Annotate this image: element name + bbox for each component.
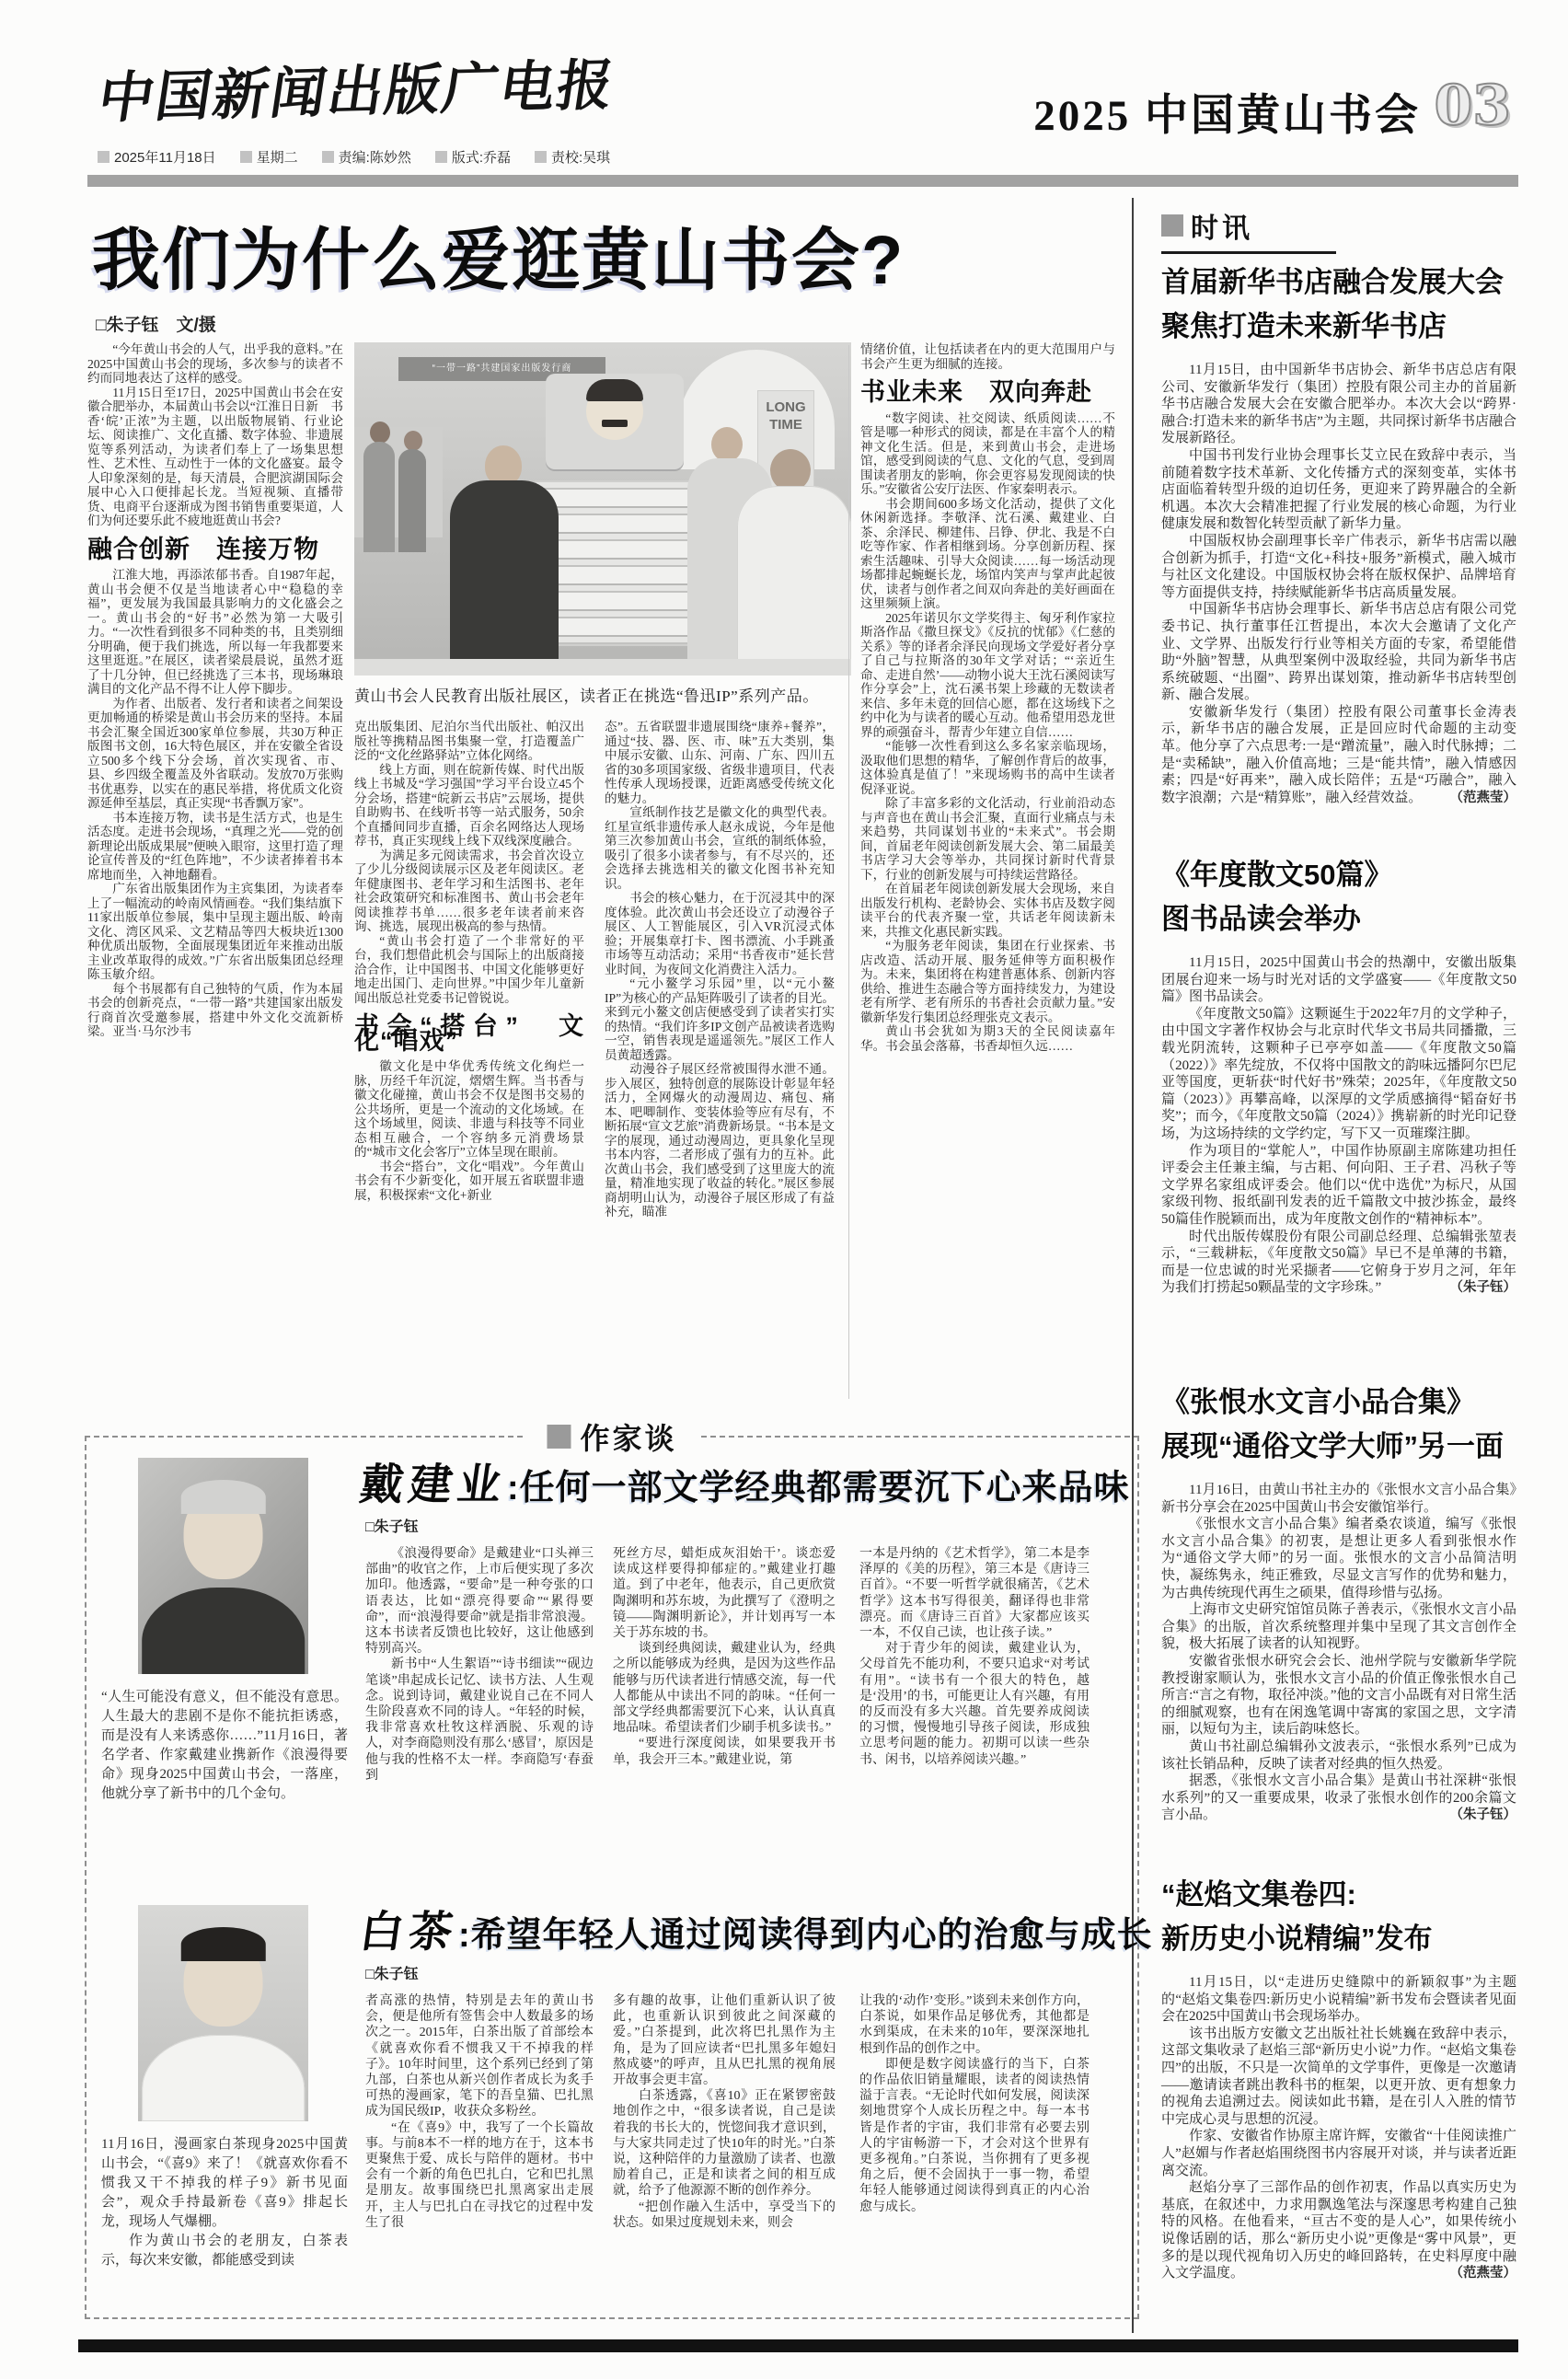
author-signature: （朱子钰）	[1449, 1280, 1516, 1296]
body-paragraph: 宣纸制作技艺是徽文化的典型代表。红星宣纸非遗传承人赵永成说，今年是他第三次参加黄山书会，宣纸的制纸体验，吸引了很多小读者参与，有不尽兴的，还会选择去挑选相关的徽文化图书补充知识。	[605, 805, 835, 891]
body-paragraph: “把创作融入生活中，享受当下的状态。如果过度规划未来，则会	[613, 2200, 836, 2230]
dateline-text: 2025年11月18日	[114, 149, 216, 166]
body-paragraph: 白茶透露，《喜10》正在紧锣密鼓地创作之中，“很多读者说，自己是读着我的书长大的，恍惚间我才意识到，与大家共同走过了快10年的时光。”白茶说，这种陪伴的力量激励了读者、也激励着自己，正是和读者之间的相互成就，给予了他源源不断的创作养分。	[613, 2089, 836, 2199]
dateline-text: 星期二	[256, 149, 298, 166]
page-bottom-bar	[78, 2339, 1518, 2352]
dateline-text: 版式:乔磊	[451, 149, 511, 166]
sidebar-headline	[1161, 1380, 1516, 1469]
author-portrait-photo	[138, 1458, 308, 1674]
square-bullet-icon	[435, 151, 447, 163]
newspaper-logo: 中国新闻出版广电报	[94, 52, 620, 132]
news-sidebar	[1161, 198, 1516, 2342]
dateline-text: 责校:吴琪	[551, 149, 611, 166]
body-paragraph: 态”。五省联盟非遗展围绕“康养+餐养”，通过“技、器、医、市、味”五大类别，集中展示安徽、山东、河南、广东、四川五省的30多项国家级、省级非遗项目，代表性传承人现场授课，近距离感受传统文化的魅力。	[605, 720, 835, 805]
body-paragraph: 让我的‘动作’变形。”谈到未来创作方向，白茶说，如果作品足够优秀，其他都是水到渠成，在未来的10年，要深深地扎根到作品的创作之中。	[859, 1994, 1090, 2056]
body-paragraph: 动漫谷子展区经常被围得水泄不通。步入展区，独特创意的展陈设计彰显年轻活力，全网爆火的动漫周边、痛包、痛本、吧唧制作、变装体验等应有尽有，不断拓展“宣文艺旅”消费新场景。“书本是文字的展现，通过动漫周边，更具象化呈现书本内容，二者形成了强有力的互补。此次黄山书会，我们感受到了这里庞大的流量，精准地实现了收益的转化。”展区参展商胡明山认为，动漫谷子展区形成了有益补充，瞄准	[605, 1062, 835, 1218]
photo-caption: 黄山书会人民教育出版社展区，读者正在挑选“鲁迅IP”系列产品。	[354, 687, 819, 705]
bookfair-photo	[354, 342, 851, 676]
body-paragraph: 11月15日至17日，2025中国黄山书会在安徽合肥举办，本届黄山书会以“江淮日日新 书香‘皖’正浓”为主题，以出版物展销、行业论坛、阅读推广、文化直播、数字体验、非遗展览等系列活动，为读者们奉上了一场集思想性、艺术性、互动性于一体的文化盛宴。最令人印象深刻的是，每天清晨，合肥滨湖国际会展中心入口便排起长龙。当短视频、直播带货、电商平台逐渐成为图书销售重要渠道，人们为何还要乐此不疲地逛黄山书会?	[87, 385, 343, 527]
sidebar-article	[1161, 1873, 1516, 2282]
luxun-cartoon-mustache	[602, 420, 628, 427]
sidebar-headline	[1161, 1873, 1516, 1961]
author-signature: （范燕莹）	[1449, 2266, 1516, 2281]
writer-name: 白茶	[356, 1907, 462, 1957]
body-paragraph: “元小鳌学习乐园”里，以“元小鳌IP”为核心的产品矩阵吸引了读者的目光。来到元小鳌文创店便感受到了读者实打实的热情。“我们许多IP文创产品被读者选购一空，销售表现是遥遥领先。”展区工作人员黄超透露。	[605, 976, 835, 1062]
body-paragraph: 赵焰分享了三部作品的创作初衷，作品以真实历史为基底，在叙述中，力求用飘逸笔法与深邃思考构建自己独特的风格。在他看来，“亘古不变的是人心”，如果传统小说像话剧的话，那么“新历史小说”更像是“雾中风景”，更多的是以现代视角切入历史的峰回路转，在史料厚度中融入文学温度。 （范燕莹）	[1161, 2180, 1516, 2281]
author-intro	[101, 2135, 348, 2270]
sidebar-article	[1161, 260, 1516, 806]
sidebar-article-body	[1161, 954, 1516, 1297]
square-bullet-icon	[547, 1425, 571, 1449]
sidebar-article-body	[1161, 362, 1516, 806]
main-column	[87, 342, 343, 1401]
portrait-body-shape	[142, 1588, 306, 1674]
edition-title: 2025 中国黄山书会	[1033, 92, 1421, 140]
main-byline: □朱子钰 文/摄	[96, 316, 216, 335]
body-paragraph: 黄山书会犹如为期3天的全民阅读嘉年华。书会虽会落幕，书香却恒久远……	[860, 1024, 1115, 1053]
floor-strip	[354, 659, 851, 676]
visitor-silhouette	[398, 449, 426, 552]
body-paragraph: “为服务老年阅读，集团在行业探索、书店改造、活动开展、服务延伸等方面积极作为。未来，集团将在构建普惠体系、创新内容供给、推进生态融合等方面持续发力，为建设老有所学、老有所乐的书香社会贡献力量。”安徽新华发行集团总经理张克文表示。	[860, 939, 1115, 1024]
body-paragraph: 情绪价值，让包括读者在内的更大范围用户与书会产生更为细腻的连接。	[860, 342, 1115, 371]
sidebar-headline	[1161, 260, 1516, 349]
portrait-hair-shape	[180, 1927, 266, 1962]
dateline-item	[535, 147, 610, 167]
body-paragraph: 《年度散文50篇》这颗诞生于2022年7月的文学种子，由中国文字著作权协会与北京时代华文书局共同播撒，三载光阴流转，这颗种子已亭亭如盖——《年度散文50篇（2022）》率先绽放，不仅将中国散文的韵味远播阿尔巴尼亚等国度，更斩获“时代好书”殊荣；2025年，《年度散文50篇（2023）》再攀高峰，以深厚的文学质感摘得“韬奋好书奖”；而今，《年度散文50篇（2024）》携崭新的时光印记登场，为这场持续的文学约定，写下又一页璀璨注脚。	[1161, 1006, 1516, 1141]
body-paragraph: 上海市文史研究馆馆员陈子善表示，《张恨水文言小品合集》的出版，首次系统整理并集中呈现了其文言创作全貌，极大拓展了读者的认知视野。	[1161, 1602, 1516, 1652]
visitor-silhouette	[370, 422, 390, 444]
subhead: 书会“搭台” 文化“唱戏”	[354, 1012, 584, 1055]
body-paragraph: 黄山书社副总编辑孙文波表示，“张恨水系列”已成为该社长销品种，反映了读者对经典的恒久热爱。	[1161, 1738, 1516, 1772]
author-signature: （范燕莹）	[1449, 790, 1516, 805]
body-paragraph: 《浪漫得要命》是戴建业“口头禅三部曲”的收官之作，上市后便实现了多次加印。他透露，“要命”是一种夸张的口语表达，比如“漂亮得要命”“累得要命”，而“浪漫得要命”就是指非常浪漫。这本书读者反馈也比较好，这让他感到特别高兴。	[365, 1547, 594, 1657]
headline-line: 图书品读会举办	[1161, 903, 1361, 935]
visitor-silhouette	[404, 431, 422, 451]
body-paragraph: “今年黄山书会的人气，出乎我的意料。”在2025中国黄山书会的现场，多次参与的读者不约而同地表达了这样的感受。	[87, 342, 343, 385]
body-paragraph: 该书出版方安徽文艺出版社社长姚巍在致辞中表示，这部文集收录了赵焰三部“新历史小说”力作。“赵焰文集卷四”的出版，不只是一次简单的文学事件，更像是一次邀请——邀请读者跳出教科书的框架，以更开放、更有想象力的视角去追溯过去。阅读如此书籍，是在引人入胜的情节中完成心灵与思想的沉浸。	[1161, 2026, 1516, 2127]
body-paragraph: 新书中“人生絮语”“诗书细读”“砚边笔谈”串起成长记忆、读书方法、人生观念。说到诗词，戴建业说自己在不同人生阶段喜欢不同的诗人。“年轻的时候，我非常喜欢杜牧这样洒脱、乐观的诗人，对李商隐则没有那么‘感冒’，原因是他与我的性格不太一样。李商隐写‘春蚕到	[365, 1657, 594, 1783]
headline-line: “赵焰文集卷四:	[1161, 1878, 1356, 1911]
sidebar-article-body	[1161, 1482, 1516, 1824]
sidebar-article-body	[1161, 1974, 1516, 2282]
body-paragraph: 一本是丹纳的《艺术哲学》，第二本是李泽厚的《美的历程》，第三本是《唐诗三百首》。“不要一听哲学就很痛苦，《艺术哲学》这本书写得很美，翻译得也非常漂亮。而《唐诗三百首》大家都应该买一本，不仅自己读，也让孩子读。”	[859, 1547, 1090, 1641]
body-paragraph: 中国新华书店协会理事长、新华书店总店有限公司党委书记、执行董事任江哲提出，本次大会邀请了文化产业、文学界、出版发行行业等相关方面的专家，希望能借助“外脑”智慧，从典型案例中汲取经验，共同为新华书店系统破题、“出圈”、跨界出谋划策，推动新华书店转型创新、融合发展。	[1161, 602, 1516, 703]
body-paragraph: 每个书展都有自己独特的气质，作为本届书会的创新亮点，“一带一路”共建国家出版发行商首次受邀参展，搭建中外文化交流新桥梁。亚当·马尔沙韦	[87, 981, 343, 1038]
square-bullet-icon	[322, 151, 334, 163]
body-paragraph: 书会的核心魅力，在于沉浸其中的深度体验。此次黄山书会还设立了动漫谷子展区、人工智能展区，引入VR沉浸式体验；开展集章打卡、图书漂流、小手跳蚤市场等互动活动；采用“书香夜市”延长营业时间，为夜间文化消费注入活力。	[605, 891, 835, 976]
body-paragraph: 多有趣的故事，让他们重新认识了彼此，也重新认识到彼此之间深藏的爱。”白茶提到，此次将巴扎黑作为主角，是为了回应读者“巴扎黑多年媳妇熬成婆”的呼声，且从巴扎黑的视角展开故事会更丰富。	[613, 1994, 836, 2088]
reader-body	[737, 486, 851, 676]
square-bullet-icon	[240, 151, 252, 163]
square-bullet-icon	[1161, 214, 1183, 237]
boy-reader-body	[450, 480, 559, 676]
main-headline: 我们为什么爱逛黄山书会?	[92, 222, 905, 298]
author-signature: （朱子钰）	[1449, 1807, 1516, 1823]
body-paragraph: 者高涨的热情，特别是去年的黄山书会，便是他所有签售会中人数最多的场次之一。2015年，白茶出版了首部绘本《就喜欢你看不惯我又干不掉我的样子》。10年时间里，这个系列已经到了第九部，白茶也从新兴创作者成长为炙手可热的漫画家，笔下的吾皇猫、巴扎黑成为国民级IP，收获众多粉丝。	[365, 1994, 594, 2119]
intro-paragraph: 作为黄山书会的老朋友，白茶表示，每次来安徽，都能感受到读	[101, 2234, 348, 2268]
body-paragraph: 除了丰富多彩的文化活动，行业前沿动态与声音也在黄山书会汇聚，直面行业痛点与未来趋势，共同谋划书业的“未来式”。书会期间，首届老年阅读创新发展大会、第二届最美书店学习大会等举办，共同探讨新时代背景下，行业的创新发展与可持续运营路径。	[860, 796, 1115, 882]
writer-byline: □朱子钰	[365, 1519, 419, 1535]
body-paragraph: “数字阅读、社交阅读、纸质阅读……不管是哪一种形式的阅读，都是在丰富个人的精神文化生活。但是，来到黄山书会，走进场馆，感受到阅读的气息、文化的气息，受到周围读者朋友的影响，你会更容易发现阅读的快乐。”安徽省公安厅法医、作家秦明表示。	[860, 410, 1115, 496]
section-label-text: 时讯	[1191, 214, 1253, 244]
body-paragraph: 即便是数字阅读盛行的当下，白茶的作品依旧销量耀眼，读者的阅读热情溢于言表。“无论时代如何发展，阅读深刻地贯穿个人成长历程之中。每一本书皆是作者的宇宙，我们非常有必要去别人的宇宙畅游一下，才会对这个世界有更多视角。”白茶说，当你拥有了更多视角之后，便不会固执于一事一物，希望年轻人能够通过阅读得到真正的内心治愈与成长。	[859, 2057, 1090, 2214]
body-paragraph: 2025年诺贝尔文学奖得主、匈牙利作家拉斯洛作品《撒旦探戈》《反抗的忧郁》《仁慈的关系》等的译者余泽民向现场文学爱好者分享了自己与拉斯洛的30年文学对话；“‘亲近生命、走进自然’——动物小说大王沈石溪阅读写作分享会”上，沈石溪书架上珍藏的无数读者来信、多年未竟的回信心愿，都在这场线下之约中化为与读者的暖心互动。他希望用恐龙世界的顽强奋斗，帮青少年建立自信……	[860, 610, 1115, 739]
body-paragraph: 中国版权协会副理事长辛广伟表示，新华书店需以融合创新为抓手，打造“文化+科技+服务”新模式，融入城市与社区文化建设。中国版权协会将在版权保护、品牌培育等方面提供支持，持续赋能新华书店高质量发展。	[1161, 533, 1516, 600]
body-paragraph: 11月15日，由中国新华书店协会、新华书店总店有限公司、安徽新华发行（集团）控股有限公司主办的首届新华书店融合发展大会在安徽合肥举办。本次大会以“跨界·融合:打造未来的新华书店”为主题，共同探讨新华书店融合发展新路径。	[1161, 363, 1516, 446]
writer-headline-rest: :希望年轻人通过阅读得到内心的治愈与成长	[458, 1916, 1153, 1955]
writer-body-column	[613, 1993, 836, 2288]
body-paragraph: 广东省出版集团作为主宾集团，为读者奉上了一幅流动的岭南风情画卷。“我们集结旗下11家出版单位参展，集中呈现主题出版、岭南文化、湾区风采、文艺精品等四大板块近1300种优质出版物，全面展现集团近年来推动出版主业改革取得的成效。”广东省出版集团总经理陈玉敏介绍。	[87, 882, 343, 981]
portrait-body-shape	[142, 2035, 306, 2121]
body-paragraph: 为满足多元阅读需求，书会首次设立了少儿分级阅读展示区及老年阅读区。老年健康图书、老年学习和生活图书、老年社会政策研究和标准图书、黄山书会老年阅读推荐书单……很多老年读者前来咨询、挑选，展现出极高的参与热情。	[354, 848, 584, 933]
body-paragraph: 书本连接万物，读书是生活方式，也是生活态度。走进书会现场，“真理之光——党的创新理论出版成果展”便映入眼帘，这里打造了理论宣传普及的“红色阵地”，不少读者捧着书本席地而坐，入神地翻看。	[87, 810, 343, 882]
writer-body-column	[859, 1546, 1090, 1813]
body-paragraph: 《张恨水文言小品合集》编者桑农谈道，编写《张恨水文言小品合集》的初衷，是想让更多人看到张恨水作为“通俗文学大师”的另一面。张恨水的文言小品简洁明快，凝练隽永，纯正雅致，尽显文言写作的优势和魅力，为古典传统现代再生之硕果，值得珍惜与弘扬。	[1161, 1517, 1516, 1600]
photo-banner-text: “一带一路”共建国家出版发行商	[398, 357, 605, 381]
dateline-text: 责编:陈妙然	[338, 149, 411, 166]
dateline-item	[435, 147, 511, 167]
writer-headline-rest: :任何一部文学经典都需要沉下心来品味	[507, 1469, 1130, 1507]
intro-paragraph: “人生可能没有意义，但不能没有意思。人生最大的悲剧不是你不能抗拒诱惑，而是没有人来诱惑你……”11月16日，著名学者、作家戴建业携新作《浪漫得要命》现身2025中国黄山书会，一落座，他就分享了新书中的几个金句。	[101, 1690, 348, 1801]
writers-talk-section	[85, 1422, 1153, 2319]
body-paragraph: 为作者、出版者、发行者和读者之间架设更加畅通的桥梁是黄山书会历来的坚持。本届书会汇聚全国近300家单位参展，共30万种正版图书文创，16大特色展区，并在安徽全省设立500多个线下分会场，首次实现省、市、县、乡四级全覆盖及外省联动。发放70万张购书优惠券，以实在的惠民举措，将优质文化资源延伸至基层，真正实现“书香飘万家”。	[87, 696, 343, 810]
body-paragraph: 中国书刊发行业协会理事长艾立民在致辞中表示，当前随着数字技术革新、文化传播方式的深刻变革，实体书店面临着转型升级的迫切任务，更迎来了跨界融合的全新机遇。本次大会精准把握了行业发展的核心命题，为行业健康发展和数智化转型贡献了新华力量。	[1161, 447, 1516, 532]
visitor-silhouette	[363, 442, 395, 552]
headline-line: 《年度散文50篇》	[1161, 859, 1393, 891]
body-paragraph: “要进行深度阅读，如果要我开书单，我会开三本。”戴建业说，第	[613, 1737, 836, 1767]
body-paragraph: 安徽新华发行（集团）控股有限公司董事长金涛表示，新华书店的融合发展，正是回应时代命题的主动变革。他分享了六点思考:一是“蹭流量”，融入时代脉搏；二是“卖稀缺”，融入价值高地；三是“能共情”，融入情感因素；四是“好再来”，融入成长陪伴；五是“巧融合”，融入数字浪潮；六是“精算账”，融入经营效益。 （范燕莹）	[1161, 704, 1516, 805]
intro-paragraph: 11月16日，漫画家白茶现身2025中国黄山书会，“《喜9》来了！《就喜欢你看不惯我又干不掉我的样子9》新书见面会”，观众手持最新卷《喜9》排起长龙，现场人气爆棚。	[101, 2137, 348, 2229]
body-paragraph: 对于青少年的阅读，戴建业认为，父母首先不能功利，不要只追求“对考试有用”。“读书有一个很大的特色，越是‘没用’的书，可能更让人有兴趣，有用的反而没有多大兴趣。首先要养成阅读的习惯，慢慢地引导孩子阅读，形成独立思考问题的能力。初期可以读一些杂书、闲书，以培养阅读兴趣。”	[859, 1642, 1090, 1767]
masthead-divider-bar	[87, 175, 1518, 187]
body-paragraph: “黄山书会打造了一个非常好的平台，我们想借此机会与国际上的出版商接洽合作，让中国图书、中国文化能够更好地走出国门、走向世界。”中国少年儿童新闻出版总社党委书记曾锐说。	[354, 933, 584, 1005]
body-paragraph: 11月15日，以“走进历史缝隙中的新颖叙事”为主题的“赵焰文集卷四:新历史小说精编”新书发布会暨读者见面会在2025中国黄山书会现场举办。	[1161, 1975, 1516, 2025]
square-bullet-icon	[535, 151, 547, 163]
staff-head	[711, 427, 743, 462]
main-column	[605, 720, 835, 1403]
body-paragraph: 据悉，《张恨水文言小品合集》是黄山书社深耕“张恨水系列”的又一重要成果，收录了张恨水创作的200余篇文言小品。 （朱子钰）	[1161, 1773, 1516, 1823]
body-paragraph: 死丝方尽，蜡炬成灰泪始干’。谈恋爱读成这样要得抑郁症的。”戴建业打趣道。到了中老年，他表示，自己更欣赏陶渊明和苏东坡，为此撰写了《澄明之镜——陶渊明新论》，并计划再写一本关于苏东坡的书。	[613, 1547, 836, 1641]
body-paragraph: 作为项目的“掌舵人”，中国作协原副主席陈建功担任评委会主任兼主编，与古耜、何向阳、王子君、冯秋子等文学界名家组成评委会。他们以“优中选优”为标尺，从国家级刊物、报纸副刊发表的近千篇散文中披沙拣金，最终50篇佳作脱颖而出，成为年度散文创作的“精神标本”。	[1161, 1143, 1516, 1227]
writer-body-column	[613, 1546, 836, 1813]
product-rack	[535, 480, 711, 646]
author-portrait-photo	[138, 1905, 308, 2121]
body-paragraph: 在首届老年阅读创新发展大会现场，来自出版发行机构、老龄协会、实体书店及数字阅读平台的代表齐聚一堂，共话老年阅读新未来，共推文化惠民新实践。	[860, 882, 1115, 939]
subhead: 融合创新 连接万物	[87, 535, 319, 563]
dateline-item	[240, 147, 298, 167]
writer-body-column	[859, 1993, 1090, 2288]
body-paragraph: 11月15日，2025中国黄山书会的热潮中，安徽出版集团展台迎来一场与时光对话的文学盛宴——《年度散文50篇》图书品读会。	[1161, 955, 1516, 1005]
body-paragraph: 徽文化是中华优秀传统文化绚烂一脉，历经千年沉淀，熠熠生辉。当书香与徽文化碰撞，黄山书会不仅是图书交易的公共场所，更是一个流动的文化场域。在这个场域里，阅读、非遗与科技等不同业态相互融合，一个容纳多元消费场景的“城市文化会客厅”立体呈现在眼前。	[354, 1059, 584, 1159]
page-number: 03	[1434, 74, 1511, 138]
body-paragraph: 克出版集团、尼泊尔当代出版社、帕汉出版社等携精品图书集聚一堂，打造覆盖广泛的“文化丝路驿站”立体化网络。	[354, 720, 584, 762]
writer-headline	[356, 1898, 1153, 1959]
body-paragraph: 安徽省张恨水研究会会长、池州学院与安徽新华学院教授谢家顺认为，张恨水文言小品的价值正像张恨水自己所言:“言之有物，取径冲淡。”他的文言小品既有对日常生活的细腻观察，也有在闲逸笔调中寄寓的家国之思，文字清丽，以短句为主，读后韵味悠长。	[1161, 1653, 1516, 1738]
headline-line: 首届新华书店融合发展大会	[1161, 266, 1504, 298]
headline-line: 新历史小说精编”发布	[1161, 1923, 1433, 1955]
body-paragraph: 谈到经典阅读，戴建业认为，经典之所以能够成为经典，是因为这些作品能够与历代读者进行情感交流，每一代人都能从中读出不同的韵味。“任何一部文学经典都需要沉下心来，认认真真地品味。希望读者们少刷手机多读书。”	[613, 1642, 836, 1736]
writer-byline: □朱子钰	[365, 1967, 419, 1982]
writer-headline	[356, 1450, 1130, 1512]
body-paragraph: 江淮大地，再添浓郁书香。自1987年起，黄山书会便不仅是当地读者心中“稳稳的幸福”，更发展为我国最具影响力的文化盛会之一。黄山书会的“好书”必然为第一大吸引力。“一次性看到很多不同种类的书，且类别细分明确，便于我们挑选，所以每一年我都要来这里逛逛。”在展区，读者梁晨晨说，虽然才逛了十几分钟，但已经挑选了三本书，现场琳琅满目的文化产品不得不让人停下脚步。	[87, 568, 343, 696]
dateline	[98, 145, 797, 167]
sidebar-article	[1161, 1380, 1516, 1824]
headline-line: 聚焦打造未来新华书店	[1161, 310, 1447, 342]
photo-poster-text: LONG TIME	[757, 390, 814, 499]
square-bullet-icon	[98, 151, 110, 163]
writer-body-column	[365, 1546, 594, 1813]
author-intro	[101, 1688, 348, 1804]
section-label-shixun	[1161, 205, 1336, 254]
writer-name: 戴建业	[356, 1460, 511, 1510]
luxun-cartoon-hair	[586, 379, 643, 401]
headline-line: 《张恨水文言小品合集》	[1161, 1386, 1475, 1418]
body-paragraph: 时代出版传媒股份有限公司副总经理、总编辑张堃表示，“三载耕耘，《年度散文50篇》早已不是单薄的书籍，而是一位忠诚的时光采撷者——它俯身于岁月之河，年年为我们打捞起50颗晶莹的文字珍珠。” （朱子钰）	[1161, 1229, 1516, 1296]
body-paragraph: 作家、安徽省作协原主席许辉，安徽省“十佳阅读推广人”赵媚与作者赵焰围绕图书内容展开对谈，并与读者近距离交流。	[1161, 2129, 1516, 2178]
body-paragraph: “能够一次性看到这么多名家亲临现场，汲取他们思想的精华，了解创作背后的故事，这体验真是值了！”来现场购书的高中生读者倪泽亚说。	[860, 739, 1115, 796]
column-rule	[848, 345, 849, 1399]
body-paragraph: 书会“搭台”，文化“唱戏”。今年黄山书会有不少新变化，如开展五省联盟非遗展，积极探索“文化+新业	[354, 1159, 584, 1202]
body-paragraph: 线上方面，则在皖新传媒、时代出版线上书城及“学习强国”学习平台设立45个分会场，搭建“皖新云书店”云展场，提供自助购书、在线听书等一站式服务，50余个直播间同步直播，百余名网络达人现场荐书，真正实现线上线下双线深度融合。	[354, 762, 584, 848]
writer-body-column	[365, 1993, 594, 2288]
dateline-item	[322, 147, 411, 167]
body-paragraph: “在《喜9》中，我写了一个长篇故事。与前8本不一样的地方在于，这本书更聚焦于爱、成长与陪伴的题材。书中会有一个新的角色巴扎白，它和巴扎黑是朋友。故事围绕巴扎黑离家出走展开，主人与巴扎白在寻找它的过程中发生了很	[365, 2120, 594, 2230]
body-paragraph: 书会期间600多场文化活动，提供了文化休闲新选择。李敬泽、沈石溪、戴建业、白茶、余泽民、柳建伟、吕铮、伊北、我是不白吃等作家、作者相继到场。分享创新历程、探索生活趣味、引导大众阅读……每一场活动现场都排起蜿蜒长龙，场馆内笑声与掌声此起彼伏，读者与创作者之间双向奔赴的美好画面在这里频频上演。	[860, 496, 1115, 610]
body-paragraph: 11月16日，由黄山书社主办的《张恨水文言小品合集》新书分享会在2025中国黄山书会安徽馆举行。	[1161, 1483, 1516, 1515]
main-column	[354, 720, 584, 1403]
dateline-item	[98, 147, 216, 167]
sidebar-headline	[1161, 853, 1516, 941]
portrait-hair-shape	[180, 1480, 266, 1515]
main-column	[860, 342, 1115, 1403]
subhead: 书业未来 双向奔赴	[860, 378, 1092, 406]
headline-line: 展现“通俗文学大师”另一面	[1161, 1430, 1504, 1462]
sidebar-article	[1161, 853, 1516, 1297]
writers-label-text: 作家谈	[580, 1422, 677, 1455]
